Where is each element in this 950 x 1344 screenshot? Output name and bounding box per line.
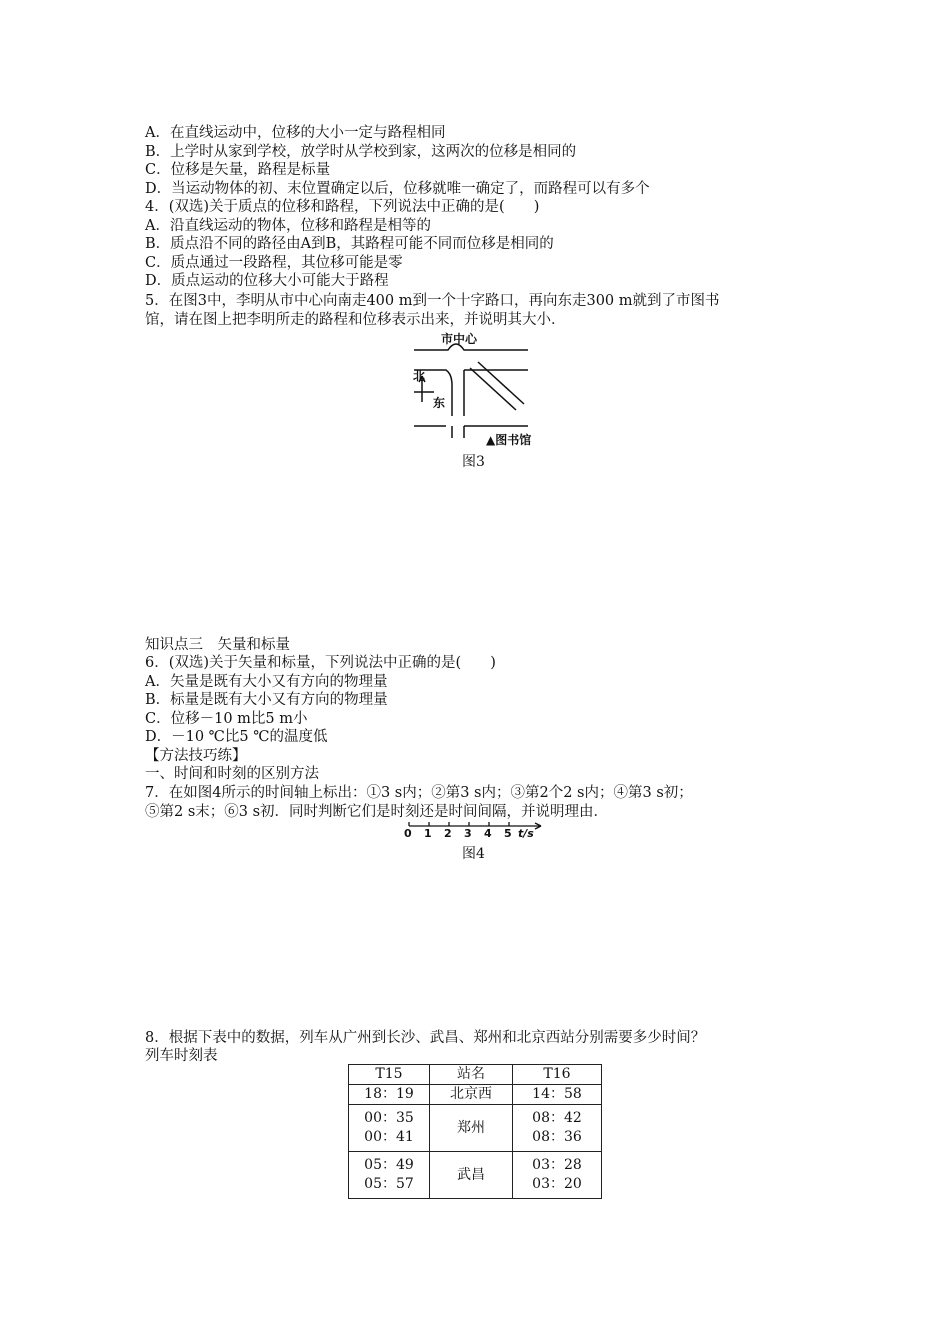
t15-times (349, 1105, 430, 1152)
header-t16: T16 (513, 1065, 602, 1085)
table-header-row (349, 1065, 602, 1085)
figure-3-map (408, 330, 558, 448)
option-d-q6: D．－10 ℃比5 ℃的温度低 (145, 729, 328, 745)
train-timetable (348, 1064, 602, 1199)
question-5-line2: 馆，请在图上把李明所走的路程和位移表示出来，并说明其大小． (145, 312, 566, 328)
option-d-q3: D．当运动物体的初、末位置确定以后，位移就唯一确定了，而路程可以有多个 (145, 181, 650, 197)
t16-arrive: 08：42 (532, 1110, 582, 1126)
tick-5: 5 (504, 827, 512, 840)
question-6: 6．(双选)关于矢量和标量，下列说法中正确的是( ) (145, 655, 496, 671)
question-5-line1: 5．在图3中，李明从市中心向南走400 m到一个十字路口，再向东走300 m就到了市图书 (145, 293, 720, 309)
east-label: 东 (433, 396, 446, 410)
city-center-label: 市中心 (441, 332, 478, 346)
t16-times (513, 1105, 602, 1152)
station-name: 北京西 (430, 1085, 513, 1105)
table-row (349, 1105, 602, 1152)
t16-arrive: 03：28 (532, 1157, 582, 1173)
header-t15: T15 (349, 1065, 430, 1085)
t16-time: 14：58 (513, 1085, 602, 1105)
table-row (349, 1085, 602, 1105)
tick-1: 1 (424, 827, 432, 840)
t15-depart: 05：57 (364, 1176, 414, 1192)
t15-arrive: 00：35 (364, 1110, 414, 1126)
option-c-q6: C．位移－10 m比5 m小 (145, 711, 308, 727)
figure-4-caption: 图4 (462, 846, 485, 862)
library-label: ▲图书馆 (486, 433, 532, 447)
option-b-q6: B．标量是既有大小又有方向的物理量 (145, 692, 388, 708)
question-8: 8．根据下表中的数据，列车从广州到长沙、武昌、郑州和北京西站分别需要多少时间？ (145, 1030, 706, 1046)
option-a-q3: A．在直线运动中，位移的大小一定与路程相同 (145, 125, 446, 141)
tick-2: 2 (444, 827, 452, 840)
option-a-q6: A．矢量是既有大小又有方向的物理量 (145, 674, 388, 690)
t15-times (349, 1152, 430, 1199)
question-7-line1: 7．在如图4所示的时间轴上标出：①3 s内；②第3 s内；③第2个2 s内；④第3 s初； (145, 785, 693, 801)
methods-heading: 【方法技巧练】 (145, 748, 247, 764)
header-station: 站名 (430, 1065, 513, 1085)
station-name: 武昌 (430, 1152, 513, 1199)
option-b-q3: B．上学时从家到学校，放学时从学校到家，这两次的位移是相同的 (145, 144, 577, 160)
t15-depart: 00：41 (364, 1129, 414, 1145)
question-7-line2: ⑤第2 s末；⑥3 s初．同时判断它们是时刻还是时间间隔，并说明理由． (145, 804, 609, 820)
subsection-heading-1: 一、时间和时刻的区别方法 (145, 766, 319, 782)
station-name: 郑州 (430, 1105, 513, 1152)
t15-arrive: 05：49 (364, 1157, 414, 1173)
t16-times (513, 1152, 602, 1199)
table-row (349, 1152, 602, 1199)
axis-unit-label: t/s (518, 827, 534, 840)
option-c-q3: C．位移是矢量，路程是标量 (145, 162, 331, 178)
option-c-q4: C．质点通过一段路程，其位移可能是零 (145, 255, 403, 271)
tick-3: 3 (464, 827, 472, 840)
option-b-q4: B．质点沿不同的路径由A到B，其路程可能不同而位移是相同的 (145, 236, 554, 252)
tick-0: 0 (404, 827, 412, 840)
option-a-q4: A．沿直线运动的物体，位移和路程是相等的 (145, 218, 431, 234)
section-heading-3: 知识点三 矢量和标量 (145, 637, 290, 653)
t16-depart: 03：20 (532, 1176, 582, 1192)
t16-depart: 08：36 (532, 1129, 582, 1145)
option-d-q4: D．质点运动的位移大小可能大于路程 (145, 273, 389, 289)
timetable-title: 列车时刻表 (145, 1048, 218, 1064)
tick-4: 4 (484, 827, 492, 840)
t15-time: 18：19 (349, 1085, 430, 1105)
north-label: 北 (413, 369, 426, 383)
figure-3-caption: 图3 (462, 454, 485, 470)
question-4: 4．(双选)关于质点的位移和路程，下列说法中正确的是( ) (145, 199, 540, 215)
